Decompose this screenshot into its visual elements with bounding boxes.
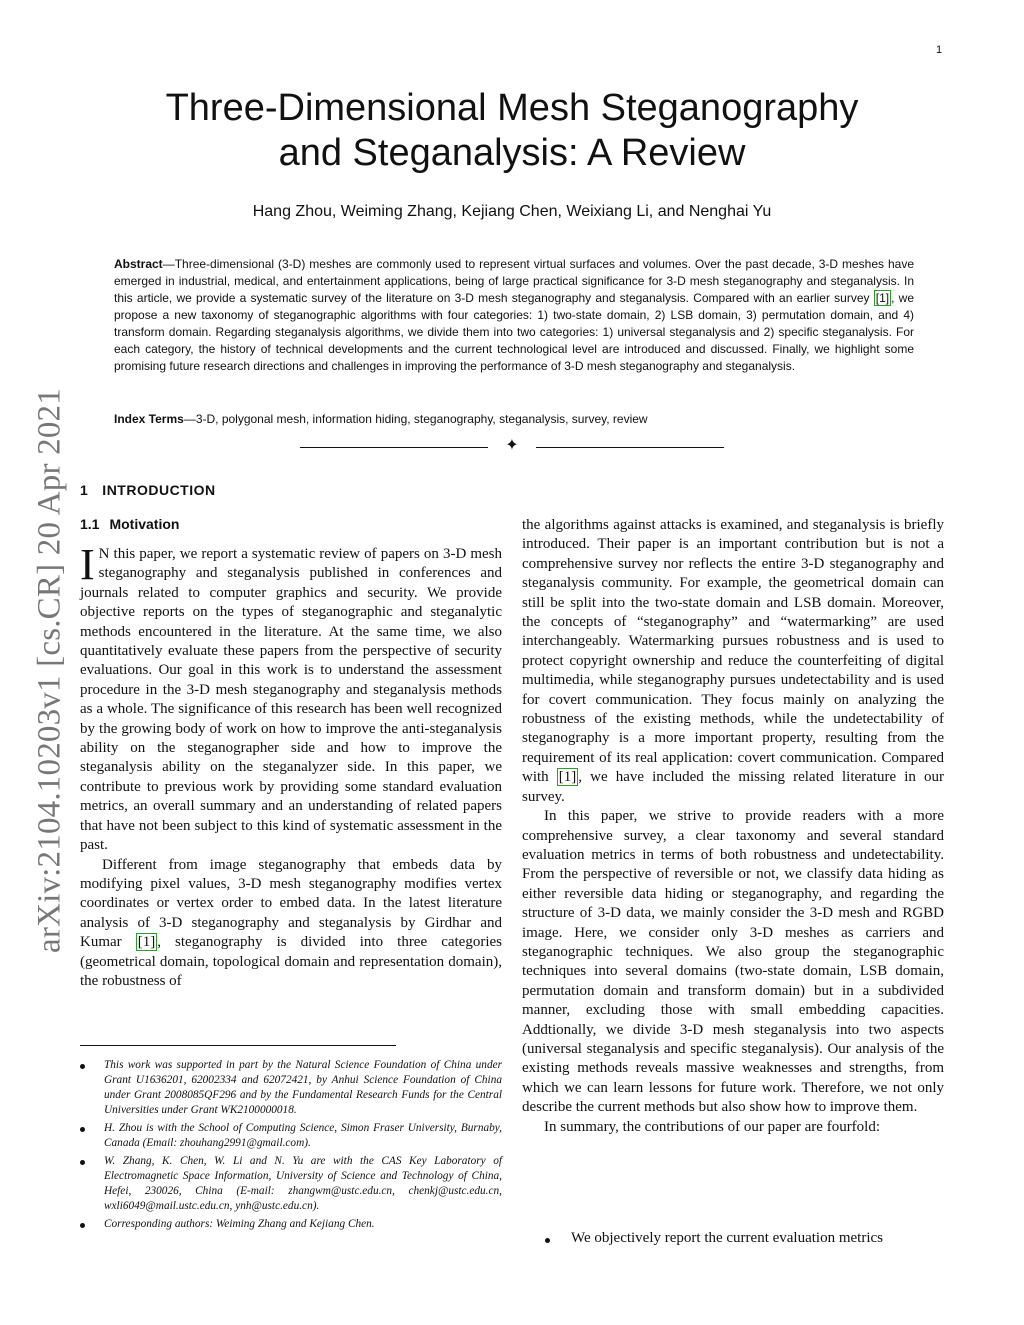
subsection-title: Motivation [109, 516, 180, 532]
paragraph-text: , steganography is divided into three categories (geometrical domain, topological domain and representation domain), the robustness of [80, 934, 502, 989]
contribution-bullet [545, 1230, 944, 1247]
paragraph-text: the algorithms against attacks is examined, and steganalysis is briefly introduced. Their paper is an important contribution but is not a comprehensive survey nor reflects the entire 3-D steganography and steganalysis community. For example, the geometrical domain can still be split into the two-state domain and LSB domain. Moreover, the concepts of “steganography” and “watermarking” are used interchangeably. Watermarking pursues robustness and is used to protect copyright ownership and reduce the counterfeiting of digital multimedia, while steganography pursues undetectability and is used for covert communication. They focus mainly on analyzing the robustness of the existing methods, while the undetectability of steganography is a more important property, resulting from the requirement of its real application: covert communication. Compared with [522, 517, 944, 786]
bullet-icon [80, 1160, 85, 1165]
footnote-item [80, 1217, 502, 1232]
abstract-text-a: —Three-dimensional (3-D) meshes are commonly used to represent virtual surfaces and volumes. Over the past decade, 3-D meshes have emerged in industrial, medical, and entertainment applications, being of large practical significance for 3-D mesh steganography and steganalysis. In this article, we provide a systematic survey of the literature on 3-D mesh steganography and steganalysis. Compared with an earlier survey [114, 257, 914, 305]
footnote-text: This work was supported in part by the Natural Science Foundation of China under Grant U1636201, 62002334 and 62072421, by Anhui Science Foundation of China under Grant 2008085QF296 and by the Fundamental Research Funds for the Central Universities under Grant WK2100000018. [104, 1059, 502, 1116]
bullet-icon [80, 1064, 85, 1069]
subsection-heading [80, 516, 179, 532]
section-heading [80, 482, 216, 498]
bullet-icon [545, 1238, 550, 1243]
arxiv-watermark: arXiv:2104.10203v1 [cs.CR] 20 Apr 2021 [31, 388, 68, 953]
citation-link[interactable]: [1] [137, 934, 156, 951]
index-terms [114, 412, 914, 426]
paragraph [80, 856, 502, 992]
dropcap: I [80, 540, 95, 589]
page-number: 1 [936, 44, 943, 56]
footnote-item [80, 1154, 502, 1214]
footnote-text: H. Zhou is with the School of Computing Science, Simon Fraser University, Burnaby, Canada (Email: zhouhang2991@gmail.com). [104, 1122, 502, 1149]
section-title-first: I [102, 482, 107, 498]
paragraph: In summary, the contributions of our paper are fourfold: [544, 1118, 881, 1135]
paragraph [522, 516, 944, 807]
paragraph [80, 540, 502, 856]
abstract-text-b: , we propose a new taxonomy of steganographic algorithms with four categories: 1) two-state domain, 2) LSB domain, 3) permutation domain, and 4) transform domain. Regarding steganalysis algorithms, we divide them into two categories: 1) universal steganalysis and 2) specific steganalysis. For each category, the history of technical developments and the current technological level are introduced and discussed. Finally, we highlight some promising future research directions and challenges in improving the performance of 3-D mesh steganography and steganalysis. [114, 291, 914, 373]
bullet-icon [80, 1127, 85, 1132]
right-column [522, 516, 944, 1137]
section-divider [300, 437, 724, 457]
paragraph-text: this paper, we report a systematic review of papers on 3-D mesh steganography and steganalysis published in conferences and journals related to computer graphics and security. We provide objective reports on the types of steganographic and steganalytic methods encountered in the literature. At the same time, we also quantitatively evaluate these papers from the perspective of security evaluations. Our goal in this work is to understand the assessment procedure in the 3-D mesh steganography and steganalysis methods as a whole. The significance of this research has been well recognized by the growing body of work on how to improve the anti-steganalysis ability on the steganographer side and how to improve the steganalysis ability on the steganalyzer side. In this paper, we contribute to previous work by providing some standard evaluation metrics, an overall summary and an understanding of related papers that have not been subject to this kind of systematic assessment in the past. [80, 546, 502, 854]
subsection-number: 1.1 [80, 516, 100, 532]
smallcap-letter: N [98, 546, 110, 562]
title-line-2: and Steganalysis: A Review [278, 132, 746, 174]
title-line-1: Three-Dimensional Mesh Steganography [165, 87, 859, 129]
author-list: Hang Zhou, Weiming Zhang, Kejiang Chen, Weixiang Li, and Nenghai Yu [252, 203, 772, 220]
divider-line-left [300, 447, 488, 448]
bullet-icon [80, 1223, 85, 1228]
paragraph: In this paper, we strive to provide readers with a more comprehensive survey, a clear taxonomy and several standard evaluation metrics in terms of both robustness and undetectability. From the perspective of reversible or not, we classify data hiding as either reversible data hiding or steganography, and regarding the structure of 3-D data, we mainly consider the 3-D mesh and RGBD image. Here, we consider only 3-D meshes as carriers and steganographic techniques. We also group the steganographic techniques into several domains (two-state domain, LSB domain, permutation domain and transform domain) but in a subdivided manner, excluding those with small embedding capacities. Addtionally, we divide 3-D mesh steganalysis into two aspects (universal steganalysis and specific steganalysis). Our analysis of the existing methods reveals massive weaknesses and strengths, from which we can learn lessons for future work. Therefore, we not only describe the current methods but also show how to improve them. [522, 808, 944, 1116]
index-terms-label: Index Terms [114, 412, 184, 426]
abstract [114, 256, 914, 375]
divider-line-right [536, 447, 724, 448]
paragraph-text: , we have included the missing related literature in our survey. [522, 769, 945, 805]
footnote-item [80, 1121, 502, 1151]
abstract-label: Abstract [114, 257, 163, 271]
section-number: 1 [80, 482, 89, 498]
diamond-icon: ✦ [505, 437, 519, 454]
footnote-text: W. Zhang, K. Chen, W. Li and N. Yu are with the CAS Key Laboratory of Electromagnetic Space Information, University of Science and Technology of China, Hefei, 230026, China (E-mail: zhangwm@ustc.edu.cn, chenkj@ustc.edu.cn, wxli6049@mail.ustc.edu.cn, ynh@ustc.edu.cn). [104, 1155, 502, 1212]
citation-link[interactable]: [1] [558, 769, 577, 786]
citation-link[interactable]: [1] [875, 291, 890, 305]
footnotes [80, 1058, 502, 1235]
section-title-rest: NTRODUCTION [106, 482, 216, 498]
left-column [80, 540, 502, 991]
index-terms-text: —3-D, polygonal mesh, information hiding, steganography, steganalysis, survey, review [183, 412, 648, 426]
footnote-rule [80, 1045, 396, 1046]
bullet-text: We objectively report the current evaluation metrics [571, 1230, 883, 1246]
footnote-item [80, 1058, 502, 1118]
footnote-text: Corresponding authors: Weiming Zhang and Kejiang Chen. [104, 1218, 375, 1230]
paper-title [100, 86, 924, 176]
paragraph-text: Different from image steganography that embeds data by modifying pixel values, 3-D mesh steganography modifies vertex coordinates or vertex order to embed data. In the latest literature analysis of 3-D steganography and steganalysis by Girdhar and Kumar [80, 856, 502, 951]
